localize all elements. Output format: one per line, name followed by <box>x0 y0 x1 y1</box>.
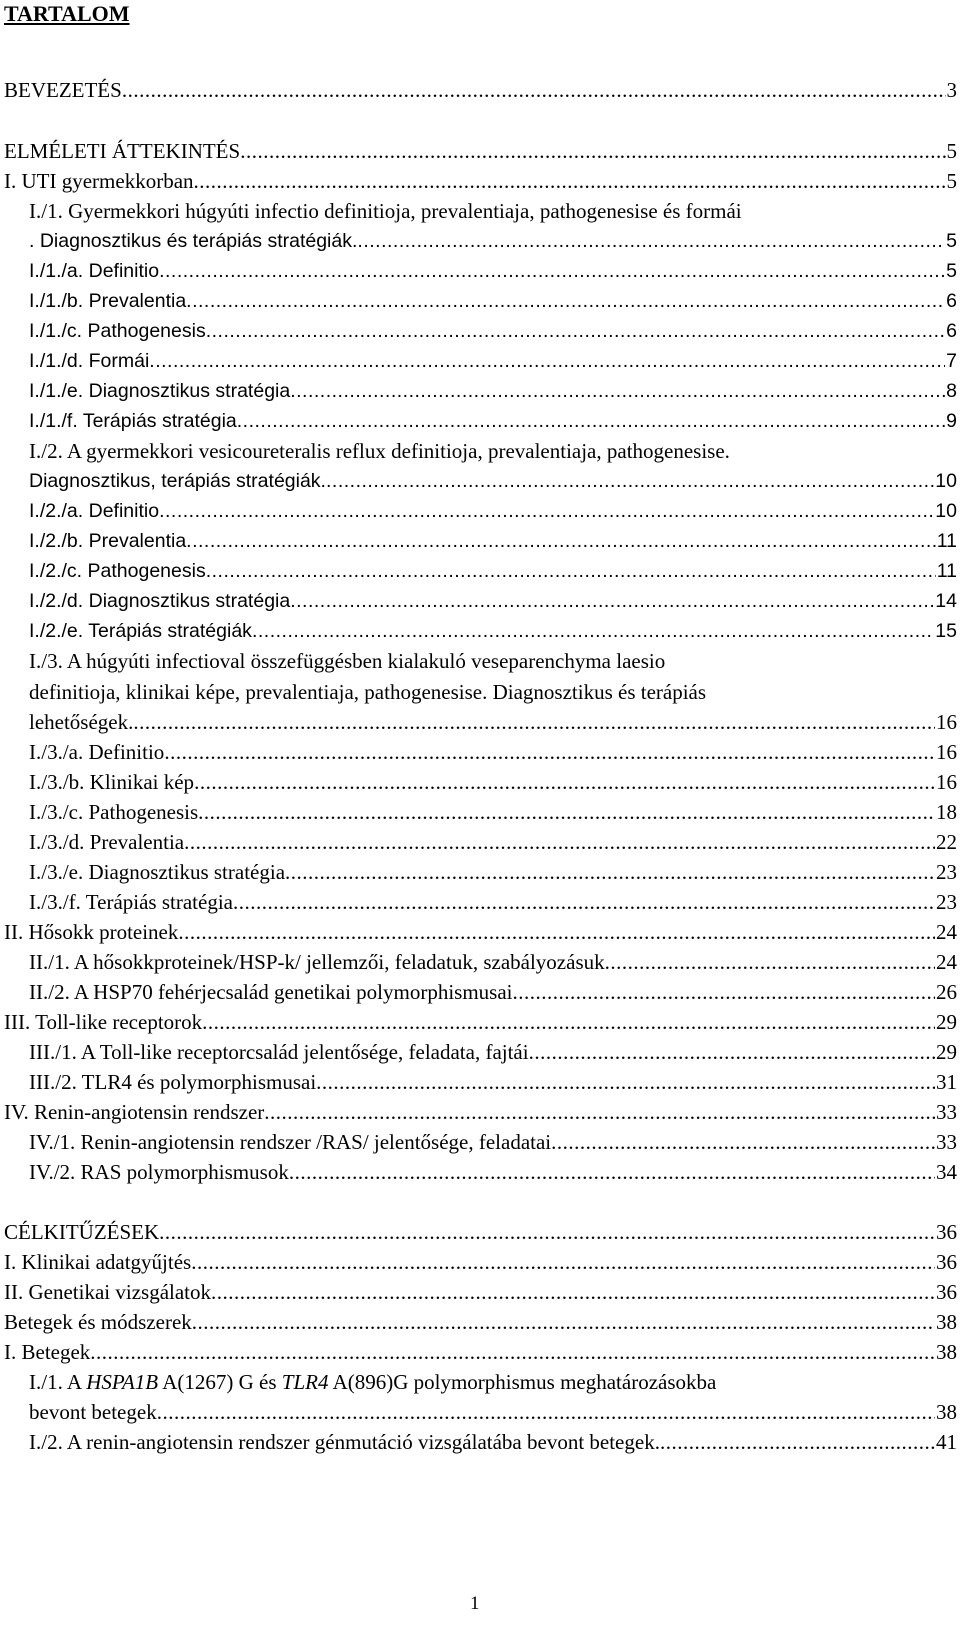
toc-dot-leader <box>164 738 935 766</box>
toc-entry-page: 10 <box>935 500 957 522</box>
toc-entry <box>29 856 957 886</box>
toc-dot-leader <box>252 617 934 645</box>
toc-dot-leader <box>513 978 936 1006</box>
toc-entry-page: 5 <box>946 230 957 252</box>
toc-entry-title: I./1./e. Diagnosztikus stratégia <box>29 380 291 402</box>
toc-dot-leader <box>202 1008 935 1036</box>
toc-entry-page: 7 <box>946 350 957 372</box>
toc-entry <box>29 375 957 405</box>
toc-entry <box>29 585 957 615</box>
toc-dot-leader <box>240 137 945 165</box>
toc-entry-page: 31 <box>936 1070 957 1094</box>
toc-dot-leader <box>289 1158 935 1186</box>
toc-entry <box>29 1426 957 1456</box>
toc-entry-title: I./1./d. Formái <box>29 350 150 372</box>
toc-entry-title: I./3./b. Klinikai kép <box>29 770 195 794</box>
toc-entry <box>29 225 957 255</box>
toc-entry-title: Diagnosztikus, terápiás stratégiák. <box>29 470 326 492</box>
toc-entry-page: 16 <box>936 740 957 764</box>
toc-entry-page: 16 <box>936 770 957 794</box>
toc-dot-leader <box>159 1218 935 1246</box>
toc-dot-leader <box>326 467 934 495</box>
toc-entry <box>29 706 957 736</box>
toc-entry <box>4 1306 957 1336</box>
toc-entry-title: I. UTI gyermekkorban <box>4 169 194 193</box>
toc-entry <box>29 615 957 645</box>
toc-entry-title: lehetőségek. <box>29 710 134 734</box>
toc-entry-title: definitioja, klinikai képe, prevalentiaja, pathogenesise. Diagnosztikus és terápiás <box>29 680 707 704</box>
toc-entry <box>29 405 957 435</box>
toc-entry-title: II. Genetikai vizsgálatok <box>4 1280 212 1304</box>
toc-entry <box>4 74 957 104</box>
toc-entry-title: CÉLKITŰZÉSEK <box>4 1220 160 1244</box>
toc-entry-page: 6 <box>946 290 957 312</box>
toc-entry-title: I./2./a. Definitio <box>29 500 160 522</box>
toc-entry-page: 38 <box>936 1400 957 1424</box>
toc-entry-page: 38 <box>936 1310 957 1334</box>
toc-entry-title: . Diagnosztikus és terápiás stratégiák. <box>29 230 358 252</box>
toc-entry-title: IV. Renin-angiotensin rendszer <box>4 1100 265 1124</box>
toc-entry-page: 22 <box>936 830 957 854</box>
toc-entry <box>29 645 957 675</box>
toc-entry <box>29 886 957 916</box>
toc-dot-leader <box>237 407 945 435</box>
toc-entry <box>4 165 957 195</box>
toc-entry-title: I./3./f. Terápiás stratégia <box>29 890 233 914</box>
toc-dot-leader <box>184 828 935 856</box>
toc-dot-leader <box>660 1428 935 1456</box>
toc-dot-leader <box>206 557 936 585</box>
toc-entry-title: I./2./e. Terápiás stratégiák <box>29 620 252 642</box>
toc-dot-leader <box>133 708 935 736</box>
toc-entry-title: IV./1. Renin-angiotensin rendszer /RAS/ jelentősége, feladatai <box>29 1130 552 1154</box>
toc-entry-title: I./1. Gyermekkori húgyúti infectio definitioja, prevalentiaja, pathogenesise és formái <box>29 199 742 223</box>
toc-entry-page: 5 <box>946 139 957 163</box>
toc-entry-title: I./2./d. Diagnosztikus stratégia <box>29 590 291 612</box>
toc-entry-title: I./3./e. Diagnosztikus stratégia <box>29 860 286 884</box>
toc-dot-leader <box>194 167 946 195</box>
toc-entry-page: 8 <box>946 380 957 402</box>
toc-entry-page: 34 <box>936 1160 957 1184</box>
toc-entry-title: I./2. A renin-angiotensin rendszer génmutáció vizsgálatába bevont betegek. <box>29 1430 660 1454</box>
toc-entry-title: bevont betegek <box>29 1400 157 1424</box>
toc-dot-leader <box>206 317 945 345</box>
toc-entry <box>29 946 957 976</box>
toc-entry-page: 11 <box>936 560 957 582</box>
toc-dot-leader <box>529 1038 935 1066</box>
toc-entry-title: III./1. A Toll-like receptorcsalád jelentősége, feladata, fajtái <box>29 1040 529 1064</box>
toc-entry-title: ELMÉLETI ÁTTEKINTÉS <box>4 139 241 163</box>
toc-entry-page: 26 <box>936 980 957 1004</box>
toc-entry <box>29 255 957 285</box>
toc-entry-page: 5 <box>946 169 957 193</box>
toc-entry-title: II. Hősokk proteinek <box>4 920 179 944</box>
toc-entry-title: I./2./b. Prevalentia <box>29 530 187 552</box>
toc-entry-page: 33 <box>936 1100 957 1124</box>
toc-entry <box>29 1156 957 1186</box>
toc-entry-page: 10 <box>935 470 957 492</box>
toc-entry <box>29 1036 957 1066</box>
toc-dot-leader <box>122 76 946 104</box>
toc-entry-page: 36 <box>936 1220 957 1244</box>
toc-entry <box>29 315 957 345</box>
toc-entry-page: 6 <box>946 320 957 342</box>
toc-entry <box>29 976 957 1006</box>
toc-dot-leader <box>157 1398 935 1426</box>
toc-entry-title: III. Toll-like receptorok <box>4 1010 203 1034</box>
toc-entry-page: 23 <box>936 890 957 914</box>
toc-entry-page: 24 <box>936 950 957 974</box>
toc-entry <box>29 495 957 525</box>
toc-entry <box>4 1276 957 1306</box>
toc-entry <box>29 1126 957 1156</box>
toc-entry <box>29 736 957 766</box>
toc-dot-leader <box>264 1098 935 1126</box>
toc-entry-title: I./2. A gyermekkori vesicoureteralis reflux definitioja, prevalentiaja, pathogenesise. <box>29 439 730 463</box>
toc-entry <box>29 1366 957 1396</box>
toc-entry-title: I./3. A húgyúti infectioval összefüggésben kialakuló veseparenchyma laesio <box>29 649 666 673</box>
toc-entry <box>29 345 957 375</box>
toc-entry-title: III./2. TLR4 és polymorphismusai <box>29 1070 317 1094</box>
toc-dot-leader <box>357 227 945 255</box>
toc-entry-title: BEVEZETÉS <box>4 78 122 102</box>
toc-entry <box>4 1006 957 1036</box>
toc-entry-title: I./2./c. Pathogenesis <box>29 560 206 582</box>
toc-entry <box>29 1066 957 1096</box>
toc-dot-leader <box>605 948 935 976</box>
toc-entry-title: I./1. A HSPA1B A(1267) G és TLR4 A(896)G polymorphismus meghatározásokba <box>29 1370 717 1394</box>
toc-entry <box>29 826 957 856</box>
toc-entry-title: II./2. A HSP70 fehérjecsalád genetikai polymorphismusai <box>29 980 513 1004</box>
toc-entry-page: 11 <box>936 530 957 552</box>
toc-entry <box>4 1336 957 1366</box>
toc-entry-title: I. Klinikai adatgyűjtés <box>4 1250 192 1274</box>
toc-entry <box>4 916 957 946</box>
toc-entry-page: 5 <box>946 260 957 282</box>
page-number: 1 <box>470 1593 480 1614</box>
toc-entry <box>4 1096 957 1126</box>
toc-entry-page: 24 <box>936 920 957 944</box>
toc-entry <box>29 796 957 826</box>
toc-entry-page: 36 <box>936 1250 957 1274</box>
toc-dot-leader <box>186 527 936 555</box>
toc-entry <box>4 1216 957 1246</box>
toc-entry-title: I./3./c. Pathogenesis <box>29 800 199 824</box>
toc-dot-leader <box>178 918 935 946</box>
toc-dot-leader <box>290 587 934 615</box>
toc-dot-leader <box>285 858 935 886</box>
toc-entry <box>29 1396 957 1426</box>
toc-dot-leader <box>149 347 945 375</box>
toc-dot-leader <box>316 1068 935 1096</box>
toc-entry <box>29 766 957 796</box>
toc-entry-page: 38 <box>936 1340 957 1364</box>
toc-dot-leader <box>198 798 935 826</box>
toc-entry <box>29 525 957 555</box>
toc-entry-page: 36 <box>936 1280 957 1304</box>
toc-entry-title: II./1. A hősokkproteinek/HSP-k/ jellemzői, feladatuk, szabályozásuk <box>29 950 605 974</box>
toc-dot-leader <box>90 1338 935 1366</box>
toc-entry <box>29 465 957 495</box>
toc-entry <box>29 555 957 585</box>
toc-entry-title: I. Betegek <box>4 1340 91 1364</box>
toc-entry-page: 23 <box>936 860 957 884</box>
toc-dot-leader <box>159 497 934 525</box>
toc-entry-title: I./1./c. Pathogenesis <box>29 320 206 342</box>
toc-entry <box>29 676 957 706</box>
toc-entry-page: 14 <box>935 590 957 612</box>
toc-entry-page: 16 <box>936 710 957 734</box>
toc-dot-leader <box>159 257 945 285</box>
toc-entry <box>4 135 957 165</box>
toc-entry <box>29 285 957 315</box>
toc-entry-page: 29 <box>936 1010 957 1034</box>
toc-entry-title: Betegek és módszerek <box>4 1310 192 1334</box>
toc-dot-leader <box>191 1248 935 1276</box>
toc-entry-page: 15 <box>935 620 957 642</box>
toc-entry-page: 9 <box>946 410 957 432</box>
toc-entry-page: 29 <box>936 1040 957 1064</box>
toc-entry-page: 33 <box>936 1130 957 1154</box>
toc-entry-page: 3 <box>946 78 957 102</box>
toc-dot-leader <box>211 1278 935 1306</box>
toc-dot-leader <box>186 287 945 315</box>
toc-dot-leader <box>194 768 935 796</box>
toc-entry-page: 41 <box>936 1430 957 1454</box>
toc-entry-title: I./3./a. Definitio <box>29 740 165 764</box>
toc-dot-leader <box>551 1128 935 1156</box>
toc-dot-leader <box>233 888 935 916</box>
toc-entry-title: I./1./a. Definitio <box>29 260 160 282</box>
toc-entry-title: IV./2. RAS polymorphismusok <box>29 1160 289 1184</box>
toc-entry-title: I./1./f. Terápiás stratégia <box>29 410 237 432</box>
toc-entry <box>29 195 957 225</box>
toc-entry-title: I./3./d. Prevalentia <box>29 830 185 854</box>
toc-dot-leader <box>290 377 945 405</box>
toc-entry <box>4 1246 957 1276</box>
toc-entry <box>29 435 957 465</box>
toc-dot-leader <box>192 1308 935 1336</box>
toc-entry-title: I./1./b. Prevalentia <box>29 290 187 312</box>
toc-entry-page: 18 <box>936 800 957 824</box>
page-title: TARTALOM <box>4 1 130 26</box>
